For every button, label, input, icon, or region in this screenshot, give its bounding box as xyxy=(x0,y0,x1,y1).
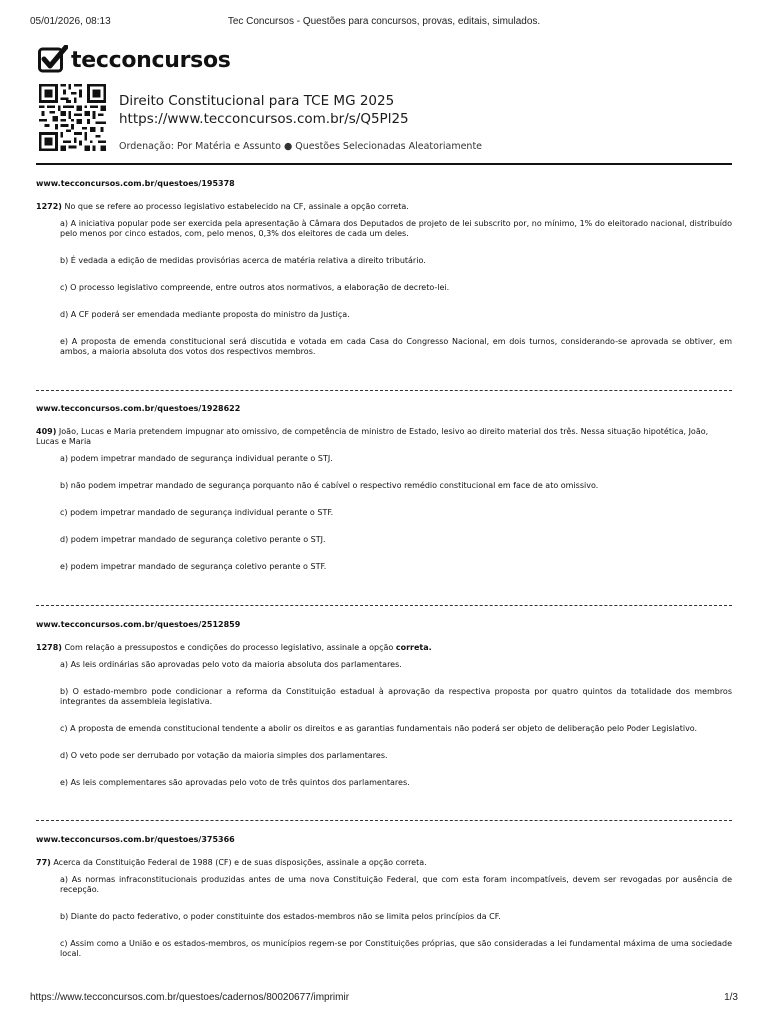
alternative-a: a) As leis ordinárias são aprovadas pelo voto da maioria absoluta dos parlamentares. xyxy=(60,660,402,669)
question-stem xyxy=(36,427,732,447)
alternative-a: a) podem impetrar mandado de segurança individual perante o STJ. xyxy=(60,454,333,463)
print-footer xyxy=(30,992,738,1006)
question-card xyxy=(36,404,732,572)
header-divider xyxy=(36,163,732,165)
question-stem-text: João, Lucas e Maria pretendem impugnar ato omissivo, de competência de ministro de Estado, lesivo ao direito material dos três. Nessa situação hipotética, João, Lucas e Maria xyxy=(36,427,709,446)
tecconcursos-logo xyxy=(38,44,231,76)
alternative-a: a) A iniciativa popular pode ser exercida pela apresentação à Câmara dos Deputados de projeto de lei subscrito por, no mínimo, 1% do eleitorado nacional, distribuído pelo menos por cinco estados, com, pelo menos, 0,3% dos eleitores de cada um deles. xyxy=(60,219,732,238)
question-stem xyxy=(36,858,732,868)
alternative-e: e) A proposta de emenda constitucional será discutida e votada em cada Casa do Congresso Nacional, em dois turnos, considerando-se aprovada se obtiver, em ambos, a maioria absoluta dos votos dos respectivos membros. xyxy=(60,337,732,356)
alternative-a: a) As normas infraconstitucionais produzidas antes de uma nova Constituição Federal, que com esta foram incompatíveis, devem ser revogadas por ausência de recepção. xyxy=(60,875,732,894)
question-number: 409) xyxy=(36,427,57,436)
document-title: Direito Constitucional para TCE MG 2025 xyxy=(119,93,395,109)
print-header xyxy=(30,16,738,30)
question-stem-text: Acerca da Constituição Federal de 1988 (CF) e de suas disposições, assinale a opção correta. xyxy=(53,858,427,867)
alternative-d: d) A CF poderá ser emendada mediante proposta do ministro da Justiça. xyxy=(60,310,350,319)
question-stem-text: Com relação a pressupostos e condições do processo legislativo, assinale a opção xyxy=(64,643,394,652)
question-stem-text: No que se refere ao processo legislativo estabelecido na CF, assinale a opção correta. xyxy=(64,202,409,211)
alternative-c: c) O processo legislativo compreende, entre outros atos normativos, a elaboração de decreto-lei. xyxy=(60,283,450,292)
alternative-d: d) O veto pode ser derrubado por votação da maioria simples dos parlamentares. xyxy=(60,751,388,760)
question-number: 1278) xyxy=(36,643,62,652)
question-separator xyxy=(36,820,732,821)
question-link[interactable]: www.tecconcursos.com.br/questoes/375366 xyxy=(36,835,235,844)
alternative-e: e) podem impetrar mandado de segurança coletivo perante o STF. xyxy=(60,562,327,571)
alternative-b: b) É vedada a edição de medidas provisórias acerca de matéria relativa a direito tributário. xyxy=(60,256,426,265)
alternative-c: c) Assim como a União e os estados-membros, os municípios regem-se por Constituições próprias, que são consideradas a lei fundamental máxima de uma sociedade local. xyxy=(60,939,732,958)
alternative-c: c) A proposta de emenda constitucional tendente a abolir os direitos e as garantias fundamentais não poderá ser objeto de deliberação pelo Poder Legislativo. xyxy=(60,724,698,733)
alternative-d: d) podem impetrar mandado de segurança coletivo perante o STJ. xyxy=(60,535,326,544)
checkmark-icon xyxy=(38,45,68,75)
alternative-e: e) As leis complementares são aprovadas pelo voto de três quintos dos parlamentares. xyxy=(60,778,410,787)
question-link[interactable]: www.tecconcursos.com.br/questoes/195378 xyxy=(36,179,235,188)
question-number: 1272) xyxy=(36,202,62,211)
question-link[interactable]: www.tecconcursos.com.br/questoes/2512859 xyxy=(36,620,241,629)
qr-code xyxy=(37,84,108,151)
question-separator xyxy=(36,390,732,391)
logo-suffix: concursos xyxy=(108,47,231,73)
question-stem-emphasis: correta. xyxy=(395,643,432,652)
question-number: 77) xyxy=(36,858,51,867)
question-stem xyxy=(36,202,732,212)
document-url[interactable]: https://www.tecconcursos.com.br/s/Q5Pl25 xyxy=(119,111,409,127)
alternative-b: b) não podem impetrar mandado de segurança porquanto não é cabível o respectivo remédio constitucional em face de ato omissivo. xyxy=(60,481,599,490)
logo-wordmark xyxy=(71,48,231,73)
question-card xyxy=(36,620,732,788)
question-link[interactable]: www.tecconcursos.com.br/questoes/1928622 xyxy=(36,404,241,413)
print-datetime: 05/01/2026, 08:13 xyxy=(30,16,111,27)
alternative-c: c) podem impetrar mandado de segurança individual perante o STF. xyxy=(60,508,334,517)
alternative-b: b) Diante do pacto federativo, o poder constituinte dos estados-membros não se limita pelos princípios da CF. xyxy=(60,912,501,921)
question-stem xyxy=(36,643,732,653)
question-separator xyxy=(36,605,732,606)
print-page-title: Tec Concursos - Questões para concursos, provas, editais, simulados. xyxy=(227,16,541,27)
question-card xyxy=(36,835,732,959)
document-ordering: Ordenação: Por Matéria e Assunto ● Questões Selecionadas Aleatoriamente xyxy=(119,141,483,152)
page-number: 1/3 xyxy=(724,992,738,1003)
question-card xyxy=(36,179,732,357)
alternative-b: b) O estado-membro pode condicionar a reforma da Constituição estadual à aprovação da respectiva proposta por quatro quintos da totalidade dos membros integrantes da assembleia legislativa. xyxy=(60,687,732,706)
logo-prefix: tec xyxy=(71,47,109,73)
print-url: https://www.tecconcursos.com.br/questoes/cadernos/80020677/imprimir xyxy=(30,992,350,1003)
